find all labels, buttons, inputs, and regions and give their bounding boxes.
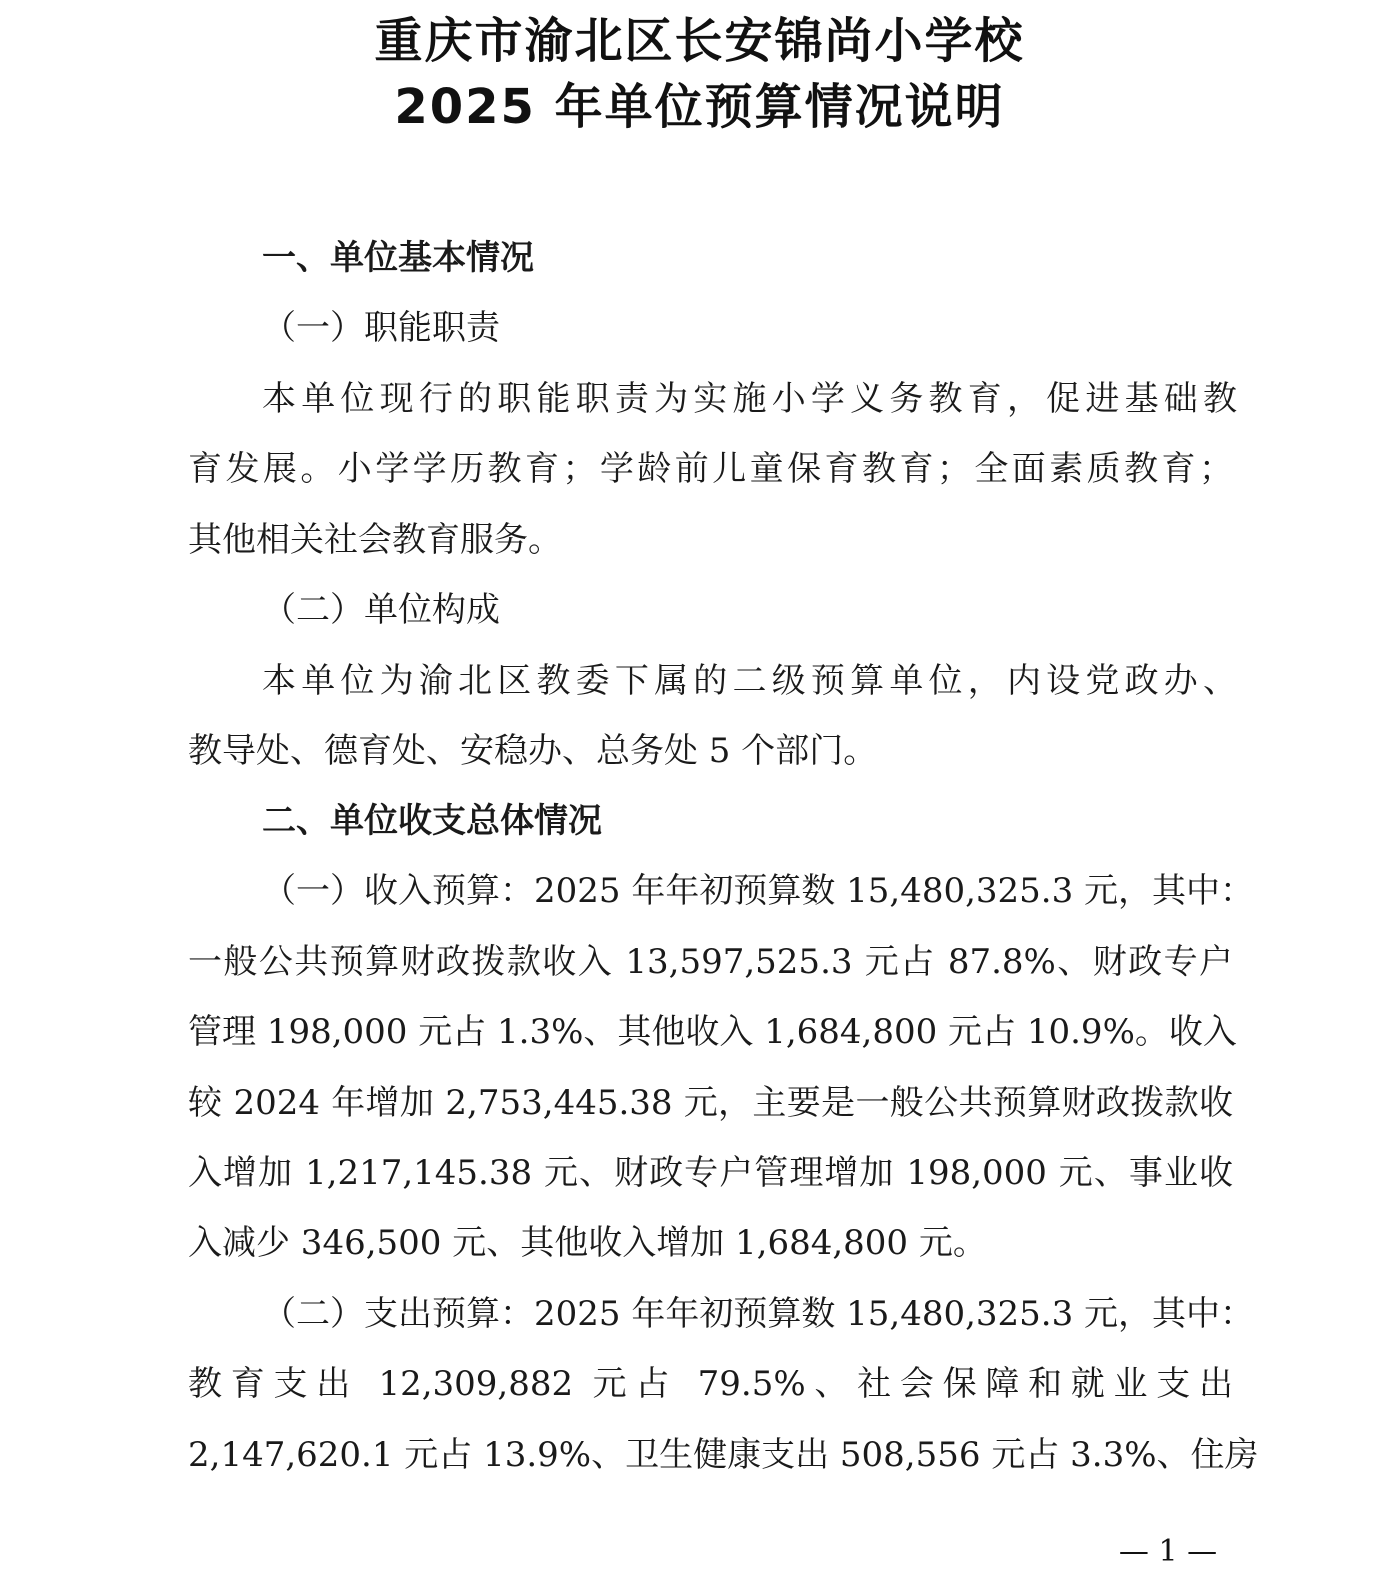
duties-paragraph-line-1: 本单位现行的职能职责为实施小学义务教育，促进基础教 [262,379,1237,419]
section-heading-budget-overview: 二、单位收支总体情况 [262,801,602,841]
income-paragraph-line-2: 一般公共预算财政拨款收入 13,597,525.3 元占 87.8%、财政专户 [188,942,1233,982]
expense-paragraph-line-2: 教育支出 12,309,882 元占 79.5%、社会保障和就业支出 [188,1364,1233,1404]
composition-paragraph-line-2: 教导处、德育处、安稳办、总务处 5 个部门。 [188,731,878,771]
income-paragraph-line-1: （一）收入预算：2025 年年初预算数 15,480,325.3 元，其中： [262,871,1255,911]
title-line-2: 2025 年单位预算情况说明 [394,79,1005,135]
composition-paragraph-line-1: 本单位为渝北区教委下属的二级预算单位，内设党政办、 [262,661,1237,701]
income-paragraph-line-5: 入增加 1,217,145.38 元、财政专户管理增加 198,000 元、事业收 [188,1153,1233,1193]
title-line-1: 重庆市渝北区长安锦尚小学校 [374,13,1025,69]
document-title [0,8,1399,140]
subsection-heading-duties: （一）职能职责 [262,308,500,348]
income-paragraph-line-3: 管理 198,000 元占 1.3%、其他收入 1,684,800 元占 10.9%。收入 [188,1012,1237,1052]
expense-paragraph-line-3: 2,147,620.1 元占 13.9%、卫生健康支出 508,556 元占 3.3%、住房 [188,1435,1259,1475]
duties-paragraph-line-3: 其他相关社会教育服务。 [188,520,562,560]
income-paragraph-line-4: 较 2024 年增加 2,753,445.38 元，主要是一般公共预算财政拨款收 [188,1083,1233,1123]
expense-paragraph-line-1: （二）支出预算：2025 年年初预算数 15,480,325.3 元，其中： [262,1294,1255,1334]
subsection-heading-composition: （二）单位构成 [262,590,500,630]
income-paragraph-line-6: 入减少 346,500 元、其他收入增加 1,684,800 元。 [188,1223,987,1263]
page-number: — 1 — [1118,1534,1218,1569]
section-heading-basic-info: 一、单位基本情况 [262,238,534,278]
duties-paragraph-line-2: 育发展。小学学历教育；学龄前儿童保育教育；全面素质教育； [188,449,1233,489]
